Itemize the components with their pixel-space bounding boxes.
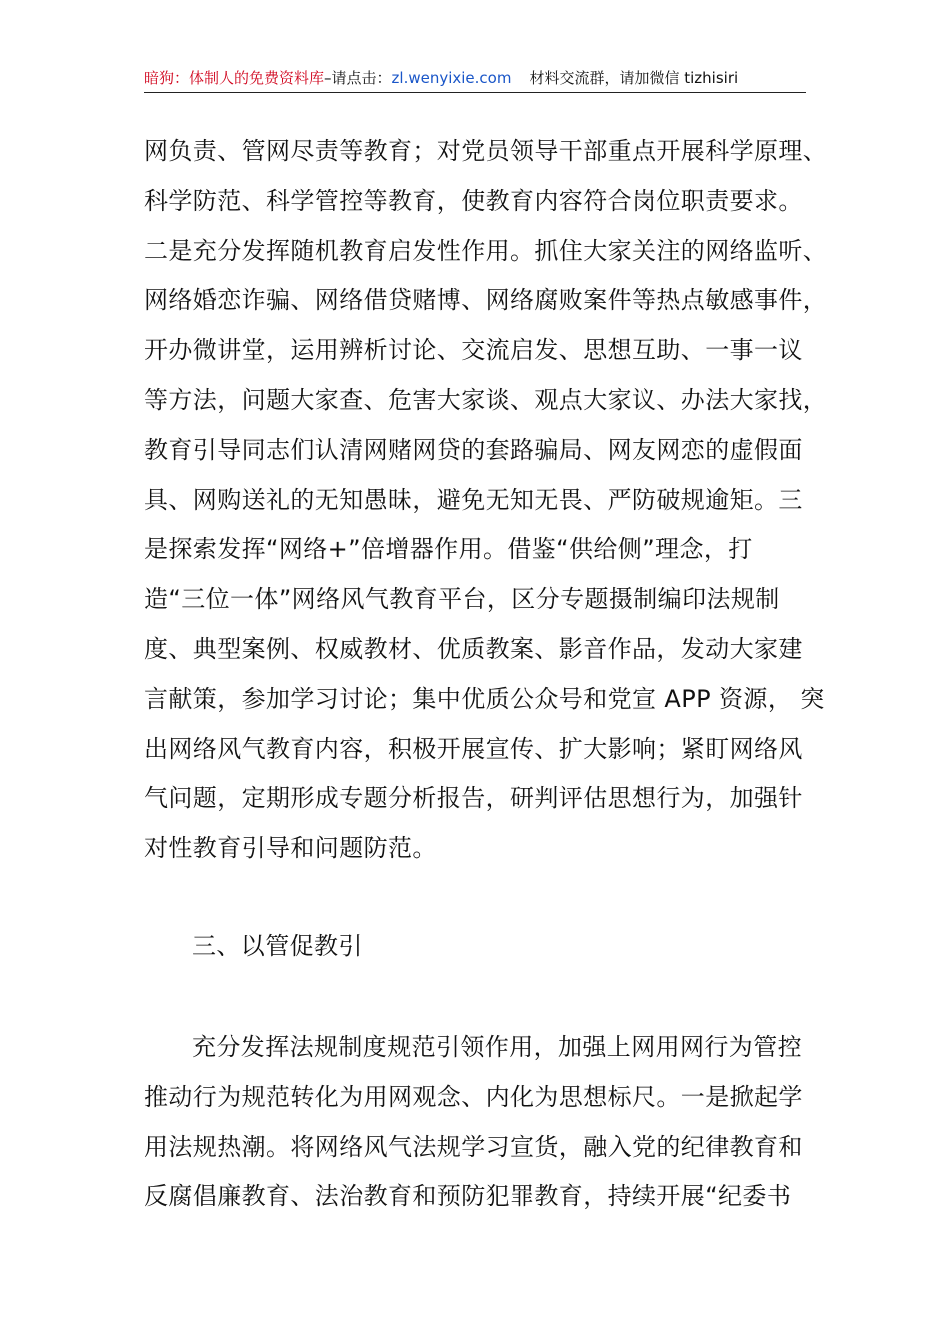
section-heading: 三、以管促教引: [192, 932, 363, 960]
paragraph-line: 网负责、管网尽责等教育；对党员领导干部重点开展科学原理、: [144, 137, 828, 165]
paragraph-line: 造“三位一体”网络风气教育平台，区分专题摄制编印法规制: [144, 585, 780, 614]
paragraph-2: [144, 1023, 812, 1222]
paragraph-line: 等方法，问题大家查、危害大家谈、观点大家议、办法大家找，: [144, 385, 828, 414]
header-group-note: 材料交流群，请加微信 tizhisiri: [529, 69, 739, 87]
paragraph-line: 出网络风气教育内容，积极开展宣传、扩大影响；紧盯网络风: [144, 734, 803, 763]
paragraph-line: 网络婚恋诈骗、网络借贷赌博、网络腐败案件等热点敏感事件，: [144, 286, 828, 315]
paragraph-line: 气问题，定期形成专题分析报告，研判评估思想行为，加强针: [144, 784, 803, 813]
paragraph-line: 言献策，参加学习讨论；集中优质公众号和党宣 APP 资源， 突: [144, 684, 825, 713]
page-header: [144, 64, 806, 93]
paragraph-1: [144, 127, 828, 874]
header-prompt: –请点击：: [324, 69, 392, 87]
paragraph-line: 推动行为规范转化为用网观念、内化为思想标尺。一是掀起学: [144, 1082, 803, 1111]
paragraph-line: 科学防范、科学管控等教育，使教育内容符合岗位职责要求。: [144, 186, 803, 215]
paragraph-line: 用法规热潮。将网络风气法规学习宣货，融入党的纪律教育和: [144, 1132, 803, 1161]
paragraph-line: 反腐倡廉教育、法治教育和预防犯罪教育，持续开展“纪委书: [144, 1182, 792, 1211]
header-brand: 暗狗：体制人的免费资料库: [144, 69, 325, 87]
paragraph-line: 对性教育引导和问题防范。: [144, 834, 437, 863]
paragraph-line: 具、网购送礼的无知愚昧，避免无知无畏、严防破规逾矩。三: [144, 485, 803, 514]
paragraph-line: 教育引导同志们认清网赌网贷的套路骗局、网友网恋的虚假面: [144, 435, 803, 464]
header-url-link[interactable]: zl.wenyixie.com: [391, 69, 512, 87]
paragraph-line: 二是充分发挥随机教育启发性作用。抓住大家关注的网络监听、: [144, 236, 828, 265]
paragraph-line: 度、典型案例、权威教材、优质教案、影音作品，发动大家建: [144, 634, 803, 663]
paragraph-line: 开办微讲堂，运用辨析讨论、交流启发、思想互助、一事一议: [144, 336, 803, 365]
paragraph-line: 充分发挥法规制度规范引领作用，加强上网用网行为管控: [192, 1033, 802, 1061]
paragraph-line: 是探索发挥“网络+”倍增器作用。借鉴“供给侧”理念，打: [144, 535, 753, 564]
